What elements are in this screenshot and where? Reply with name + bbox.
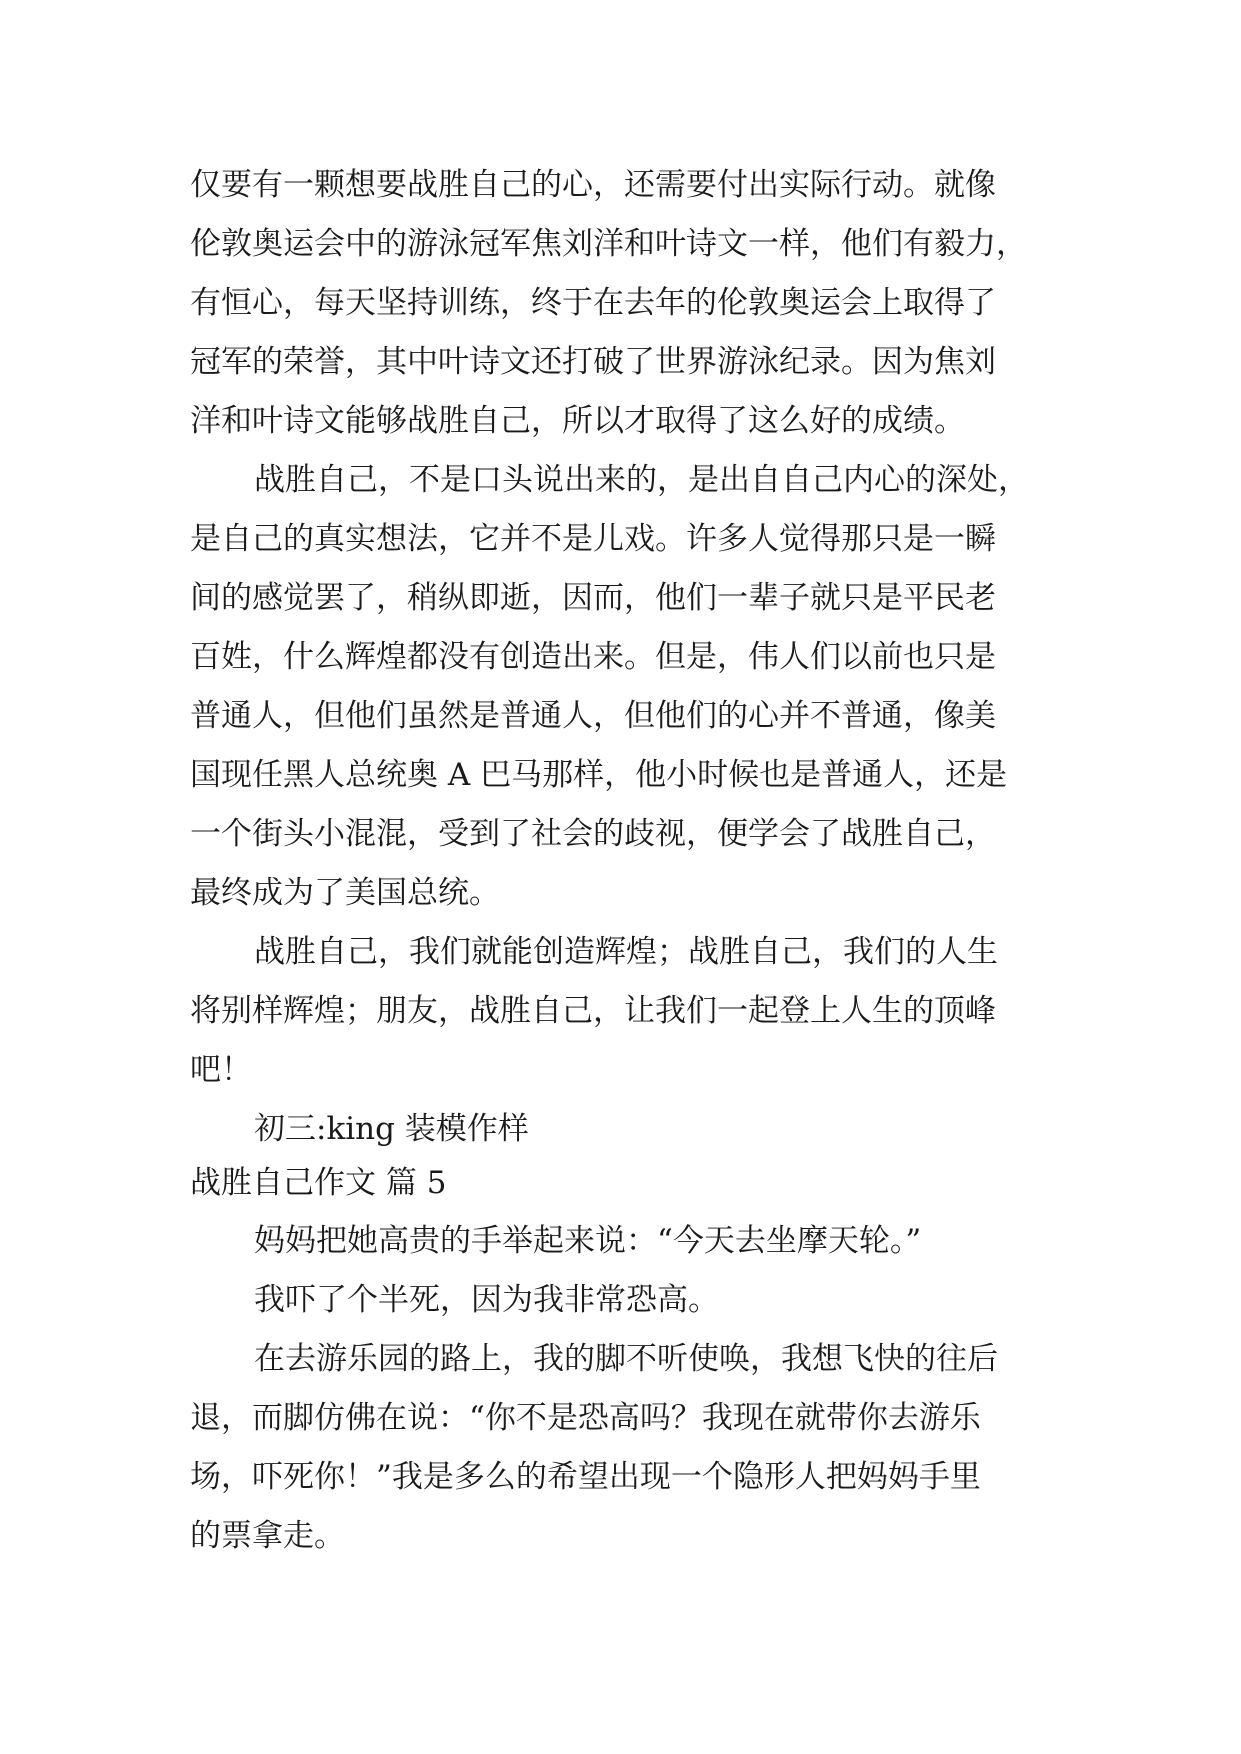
body-text-line: 吧！	[190, 1052, 252, 1088]
body-text-line: 的票拿走。	[190, 1518, 345, 1554]
body-text-line: 洋和叶诗文能够战胜自己，所以才取得了这么好的成绩。	[190, 403, 965, 439]
body-text-line: 伦敦奥运会中的游泳冠军焦刘洋和叶诗文一样，他们有毅力，	[190, 226, 1027, 262]
body-text-line: 退，而脚仿佛在说：“你不是恐高吗？我现在就带你去游乐	[190, 1400, 981, 1436]
paragraph-start-line: 战胜自己，不是口头说出来的，是出自自己内心的深处，	[254, 462, 1029, 498]
paragraph-start-line: 在去游乐园的路上，我的脚不听使唤，我想飞快的往后	[254, 1341, 998, 1377]
body-text-line: 是自己的真实想法，它并不是儿戏。许多人觉得那只是一瞬	[190, 521, 996, 557]
body-text-line: 最终成为了美国总统。	[190, 875, 500, 911]
body-text-line: 冠军的荣誉，其中叶诗文还打破了世界游泳纪录。因为焦刘	[190, 344, 996, 380]
paragraph-start-line: 战胜自己，我们就能创造辉煌；战胜自己，我们的人生	[254, 934, 998, 970]
paragraph-start-line: 我吓了个半死，因为我非常恐高。	[254, 1282, 719, 1318]
body-text-line: 将别样辉煌；朋友，战胜自己，让我们一起登上人生的顶峰	[190, 993, 996, 1029]
body-text-line: 国现任黑人总统奥 A 巴马那样，他小时候也是普通人，还是	[190, 757, 1008, 793]
body-text-line: 有恒心，每天坚持训练，终于在去年的伦敦奥运会上取得了	[190, 285, 996, 321]
paragraph-start-line: 妈妈把她高贵的手举起来说：“今天去坐摩天轮。”	[254, 1223, 922, 1259]
body-text-line: 普通人，但他们虽然是普通人，但他们的心并不普通，像美	[190, 698, 996, 734]
body-text-line: 仅要有一颗想要战胜自己的心，还需要付出实际行动。就像	[190, 167, 996, 203]
body-text-line: 间的感觉罢了，稍纵即逝，因而，他们一辈子就只是平民老	[190, 580, 996, 616]
body-text-line: 一个街头小混混，受到了社会的歧视，便学会了战胜自己，	[190, 816, 996, 852]
author-signature: 初三:king 装模作样	[254, 1111, 529, 1147]
body-text-line: 百姓，什么辉煌都没有创造出来。但是，伟人们以前也只是	[190, 639, 996, 675]
section-heading: 战胜自己作文 篇 5	[190, 1165, 447, 1201]
body-text-line: 场，吓死你！”我是多么的希望出现一个隐形人把妈妈手里	[190, 1459, 981, 1495]
